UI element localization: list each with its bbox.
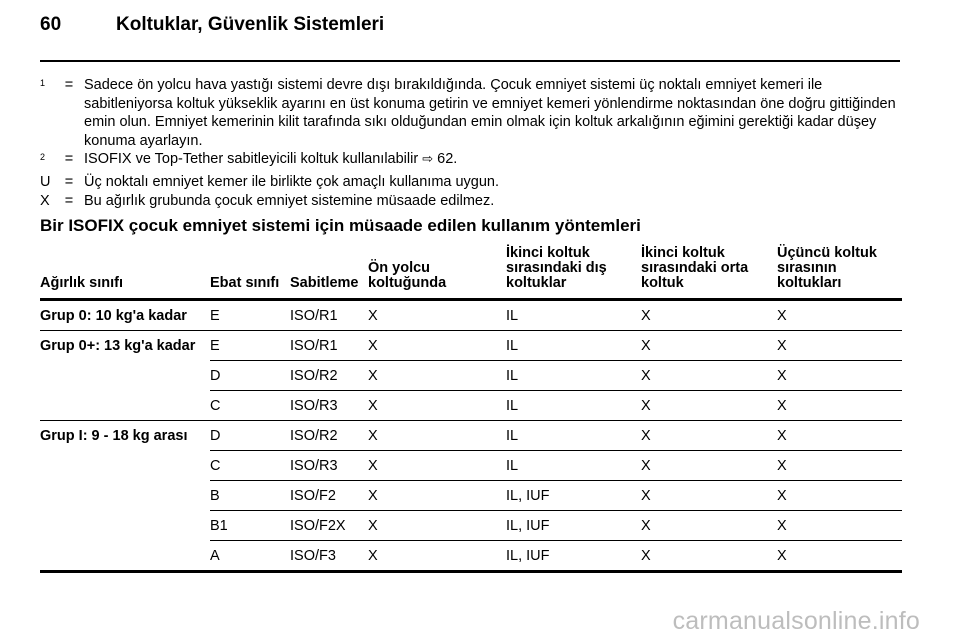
watermark: carmanualsonline.info: [672, 607, 920, 635]
fixture-cell: ISO/R2: [290, 361, 368, 391]
table-row: [40, 300, 902, 331]
size-class-cell: E: [210, 300, 290, 331]
second-row-outer-cell: IL: [506, 331, 641, 361]
footnote-text: ISOFIX ve Top-Tether sabitleyicili koltuk kullanılabilir: [84, 151, 419, 167]
table-row: [40, 451, 902, 481]
fixture-cell: ISO/R1: [290, 331, 368, 361]
page-reference-link[interactable]: 62.: [437, 151, 458, 167]
third-row-cell: X: [777, 391, 902, 421]
header-size-class: Ebat sınıfı: [210, 246, 290, 300]
page-title: Koltuklar, Güvenlik Sistemleri: [116, 14, 385, 35]
second-row-center-cell: X: [641, 391, 777, 421]
header-weight-class: Ağırlık sınıfı: [40, 246, 210, 300]
footnote-x: [40, 192, 902, 211]
second-row-outer-cell: IL: [506, 300, 641, 331]
header-second-row-outer: İkinci koltuk sırasındaki dış koltuklar: [506, 246, 641, 300]
weight-class-cell: Grup I: 9 - 18 kg arası: [40, 428, 188, 444]
table-row: [40, 421, 902, 451]
weight-class-cell: Grup 0+: 13 kg'a kadar: [40, 338, 196, 354]
second-row-outer-cell: IL, IUF: [506, 481, 641, 511]
footnote-key: 2: [40, 152, 46, 162]
fixture-cell: ISO/R3: [290, 391, 368, 421]
weight-class-cell: [40, 481, 210, 511]
second-row-center-cell: X: [641, 421, 777, 451]
table-row: [40, 391, 902, 421]
second-row-outer-cell: IL, IUF: [506, 511, 641, 541]
size-class-cell: C: [210, 391, 290, 421]
front-passenger-cell: X: [368, 361, 506, 391]
weight-class-cell: [40, 511, 210, 541]
section-title: Bir ISOFIX çocuk emniyet sistemi için müsaade edilen kullanım yöntemleri: [40, 216, 641, 235]
third-row-cell: X: [777, 331, 902, 361]
table-row: [40, 361, 902, 391]
table-body: [40, 300, 902, 572]
third-row-cell: X: [777, 511, 902, 541]
second-row-outer-cell: IL: [506, 361, 641, 391]
front-passenger-cell: X: [368, 541, 506, 572]
header-second-row-center: İkinci koltuk sırasındaki orta koltuk: [641, 246, 777, 300]
size-class-cell: A: [210, 541, 290, 572]
weight-class-cell: [40, 361, 210, 391]
footnote-2: [40, 150, 902, 173]
front-passenger-cell: X: [368, 451, 506, 481]
footnote-equals: =: [64, 151, 74, 167]
weight-class-cell: Grup 0: 10 kg'a kadar: [40, 300, 210, 331]
fixture-cell: ISO/F3: [290, 541, 368, 572]
footnote-u: [40, 173, 902, 192]
footnote-equals: =: [64, 192, 74, 209]
fixture-cell: ISO/R1: [290, 300, 368, 331]
weight-class-cell: [40, 541, 210, 572]
header-fixture: Sabitleme: [290, 246, 368, 300]
second-row-center-cell: X: [641, 451, 777, 481]
isofix-table: [40, 246, 902, 573]
second-row-center-cell: X: [641, 361, 777, 391]
weight-class-cell: [40, 451, 210, 481]
page-number: 60: [40, 14, 62, 35]
front-passenger-cell: X: [368, 421, 506, 451]
footnote-key: U: [40, 174, 51, 191]
size-class-cell: B: [210, 481, 290, 511]
footnote-key: 1: [40, 78, 46, 88]
footnote-1: [40, 76, 902, 150]
header-front-passenger: Ön yolcu koltuğunda: [368, 246, 506, 300]
header-third-row: Üçüncü koltuk sırasının koltukları: [777, 246, 902, 300]
second-row-center-cell: X: [641, 331, 777, 361]
size-class-cell: B1: [210, 511, 290, 541]
footnote-text: Sadece ön yolcu hava yastığı sistemi devre dışı bırakıldığında. Çocuk emniyet sistemi üç noktalı emniyet kemeri ile sabitleniyorsa koltuk yükseklik ayarını en üst konuma getirin ve emniyet kemeri yönlendirme noktasından öne doğru gittiğinden emin olun. Emniyet kemerinin kilit tarafında sıkı olduğundan emin olmak için koltuk arkalığının eğimini gerektiği kadar düşey konuma ayarlayın.: [84, 77, 896, 149]
footnote-key: X: [40, 192, 50, 209]
fixture-cell: ISO/F2X: [290, 511, 368, 541]
table-row: [40, 331, 902, 361]
table-row: [40, 481, 902, 511]
footnote-equals: =: [64, 77, 74, 93]
third-row-cell: X: [777, 451, 902, 481]
size-class-cell: D: [210, 421, 290, 451]
arrow-right-icon: ⇨: [422, 151, 434, 166]
second-row-center-cell: X: [641, 481, 777, 511]
third-row-cell: X: [777, 421, 902, 451]
front-passenger-cell: X: [368, 511, 506, 541]
front-passenger-cell: X: [368, 331, 506, 361]
footnote-text: Bu ağırlık grubunda çocuk emniyet sistemine müsaade edilmez.: [84, 192, 495, 209]
front-passenger-cell: X: [368, 391, 506, 421]
second-row-outer-cell: IL, IUF: [506, 541, 641, 572]
table-header-row: [40, 246, 902, 300]
second-row-center-cell: X: [641, 300, 777, 331]
fixture-cell: ISO/R2: [290, 421, 368, 451]
third-row-cell: X: [777, 300, 902, 331]
footnotes: [40, 76, 902, 210]
size-class-cell: C: [210, 451, 290, 481]
front-passenger-cell: X: [368, 481, 506, 511]
footnote-equals: =: [64, 174, 74, 191]
second-row-center-cell: X: [641, 511, 777, 541]
table-row: [40, 511, 902, 541]
front-passenger-cell: X: [368, 300, 506, 331]
second-row-outer-cell: IL: [506, 451, 641, 481]
fixture-cell: ISO/F2: [290, 481, 368, 511]
second-row-center-cell: X: [641, 541, 777, 572]
weight-class-cell: [40, 391, 210, 421]
footnote-text: Üç noktalı emniyet kemer ile birlikte çok amaçlı kullanıma uygun.: [84, 174, 500, 191]
fixture-cell: ISO/R3: [290, 451, 368, 481]
table-row: [40, 541, 902, 572]
third-row-cell: X: [777, 361, 902, 391]
third-row-cell: X: [777, 481, 902, 511]
second-row-outer-cell: IL: [506, 391, 641, 421]
second-row-outer-cell: IL: [506, 421, 641, 451]
header-divider: [40, 60, 900, 62]
size-class-cell: D: [210, 361, 290, 391]
page-header: [40, 14, 900, 52]
third-row-cell: X: [777, 541, 902, 572]
size-class-cell: E: [210, 331, 290, 361]
